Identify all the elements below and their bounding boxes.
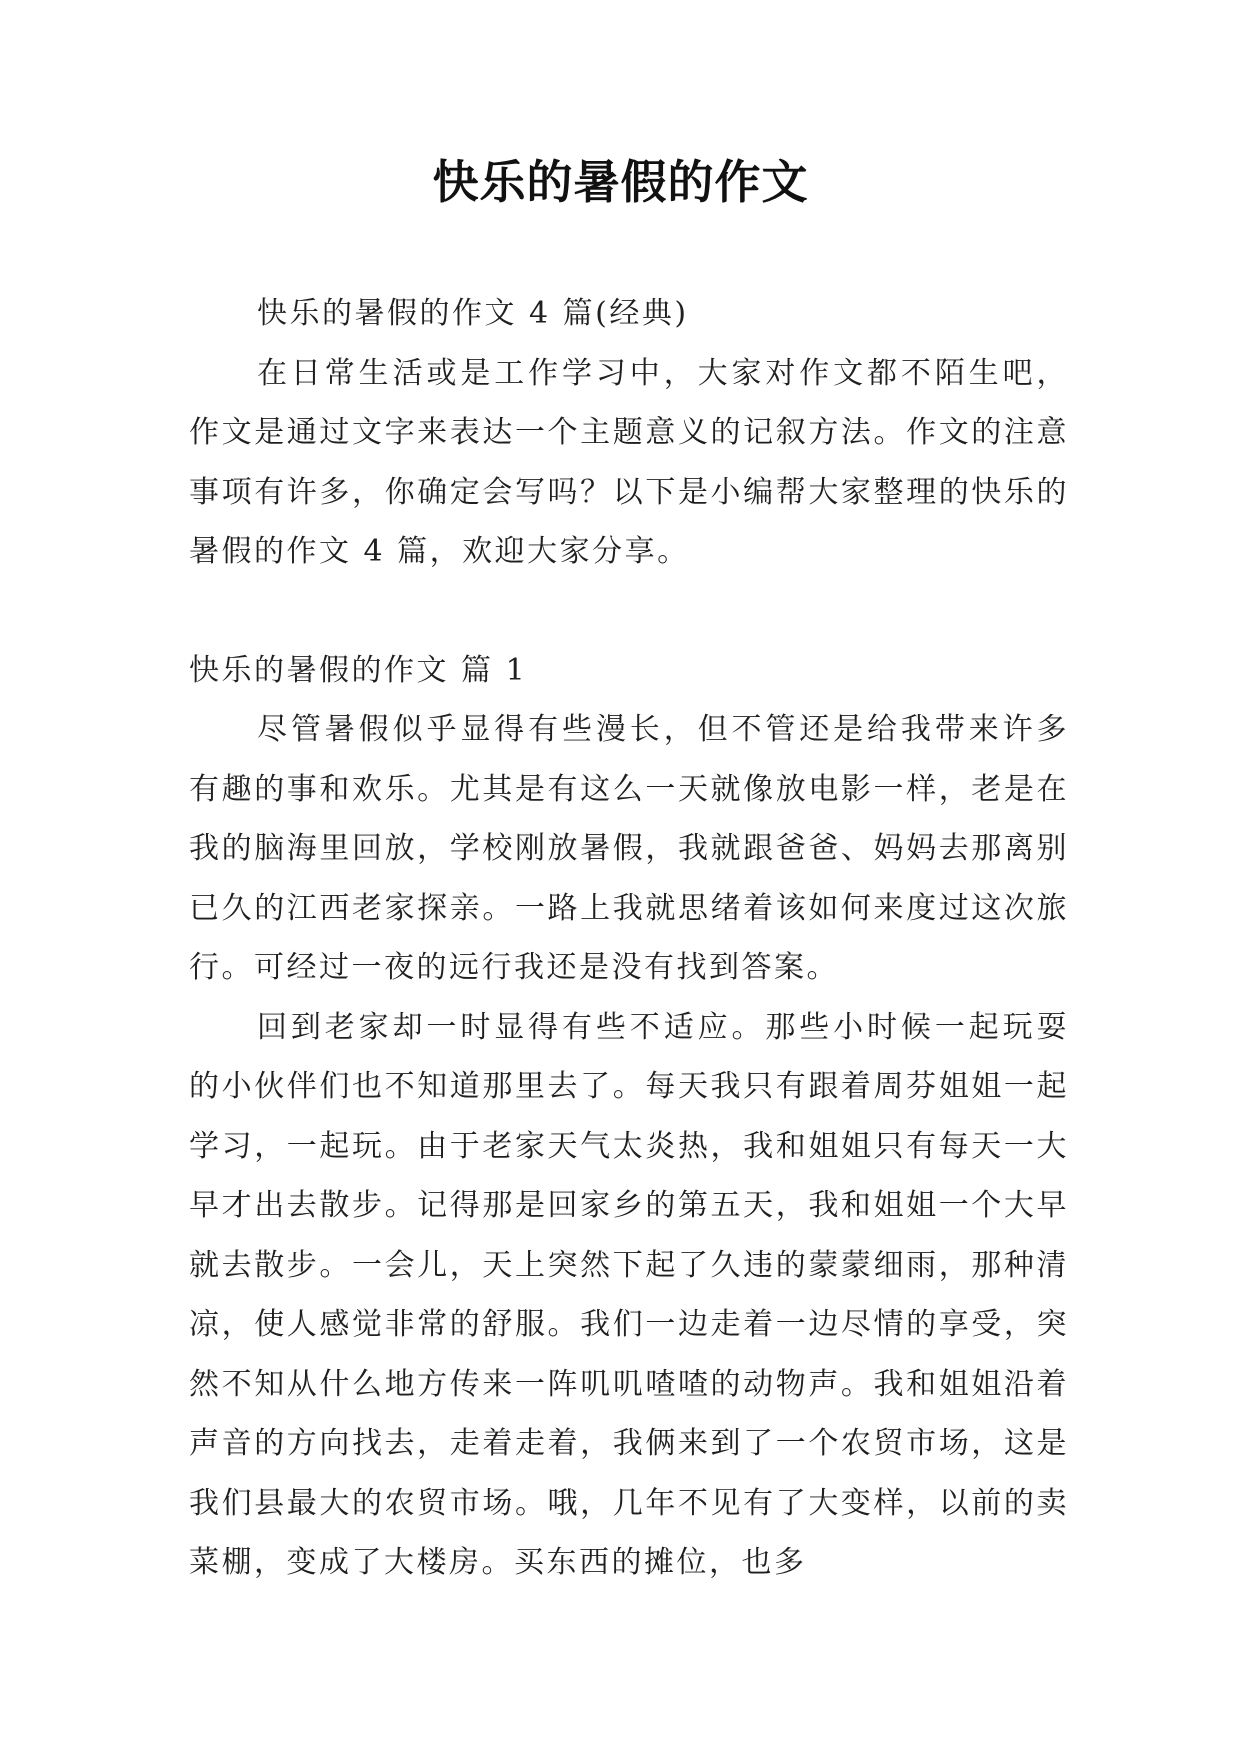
body-paragraph-2: 回到老家却一时显得有些不适应。那些小时候一起玩耍的小伙伴们也不知道那里去了。每天我只有跟着周芬姐姐一起学习，一起玩。由于老家天气太炎热，我和姐姐只有每天一大早才出去散步。记得那是回家乡的第五天，我和姐姐一个大早就去散步。一会儿，天上突然下起了久违的蒙蒙细雨，那种清凉，使人感觉非常的舒服。我们一边走着一边尽情的享受，突然不知从什么地方传来一阵叽叽喳喳的动物声。我和姐姐沿着声音的方向找去，走着走着，我俩来到了一个农贸市场，这是我们县最大的农贸市场。哦，几年不见有了大变样，以前的卖菜棚，变成了大楼房。买东西的摊位，也多 [189, 1009, 1069, 1580]
document-title: 快乐的暑假的作文 [432, 155, 809, 209]
subtitle-paragraph: 快乐的暑假的作文 4 篇(经典) [257, 296, 689, 331]
section-heading: 快乐的暑假的作文 篇 1 [189, 652, 528, 688]
intro-paragraph: 在日常生活或是工作学习中，大家对作文都不陌生吧，作文是通过文字来表达一个主题意义的记叙方法。作文的注意事项有许多，你确定会写吗？以下是小编帮大家整理的快乐的暑假的作文 4 篇，欢迎大家分享。 [189, 355, 1069, 569]
body-paragraph-1: 尽管暑假似乎显得有些漫长，但不管还是给我带来许多有趣的事和欢乐。尤其是有这么一天就像放电影一样，老是在我的脑海里回放，学校刚放暑假，我就跟爸爸、妈妈去那离别已久的江西老家探亲。一路上我就思绪着该如何来度过这次旅行。可经过一夜的远行我还是没有找到答案。 [189, 712, 1069, 985]
document-body [189, 284, 1069, 1593]
